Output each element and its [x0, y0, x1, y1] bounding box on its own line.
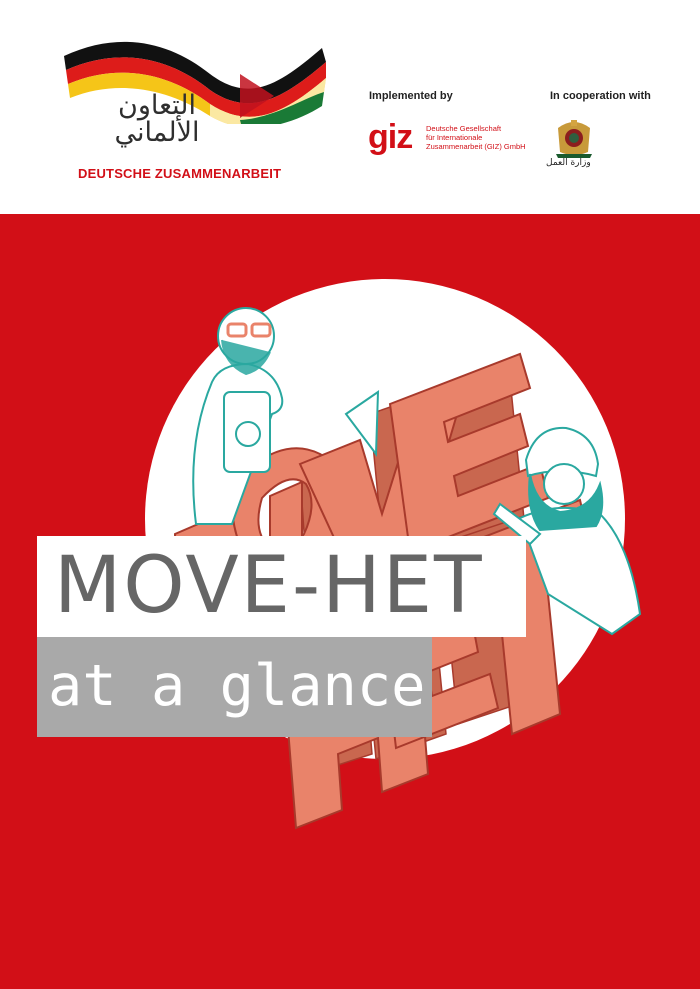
logo-arabic-line1: التعاون: [118, 90, 196, 121]
cover-subtitle: at a glance: [48, 653, 426, 719]
giz-name: Deutsche Gesellschaft für Internationale Zusammenarbeit (GIZ) GmbH: [426, 124, 526, 151]
logo-arabic: [72, 92, 242, 146]
cooperation-label: In cooperation with: [550, 90, 651, 102]
cover-title: MOVE-HET: [54, 541, 484, 631]
header-logos: [0, 0, 700, 214]
jordan-crest-icon: [552, 118, 596, 158]
logo-arabic-line2: الألماني: [114, 117, 200, 148]
ministry-label: وزارة العمل: [546, 158, 591, 168]
logo-subtitle: DEUTSCHE ZUSAMMENARBEIT: [78, 166, 282, 181]
giz-logo: giz: [368, 118, 413, 156]
implemented-label: Implemented by: [369, 90, 453, 102]
